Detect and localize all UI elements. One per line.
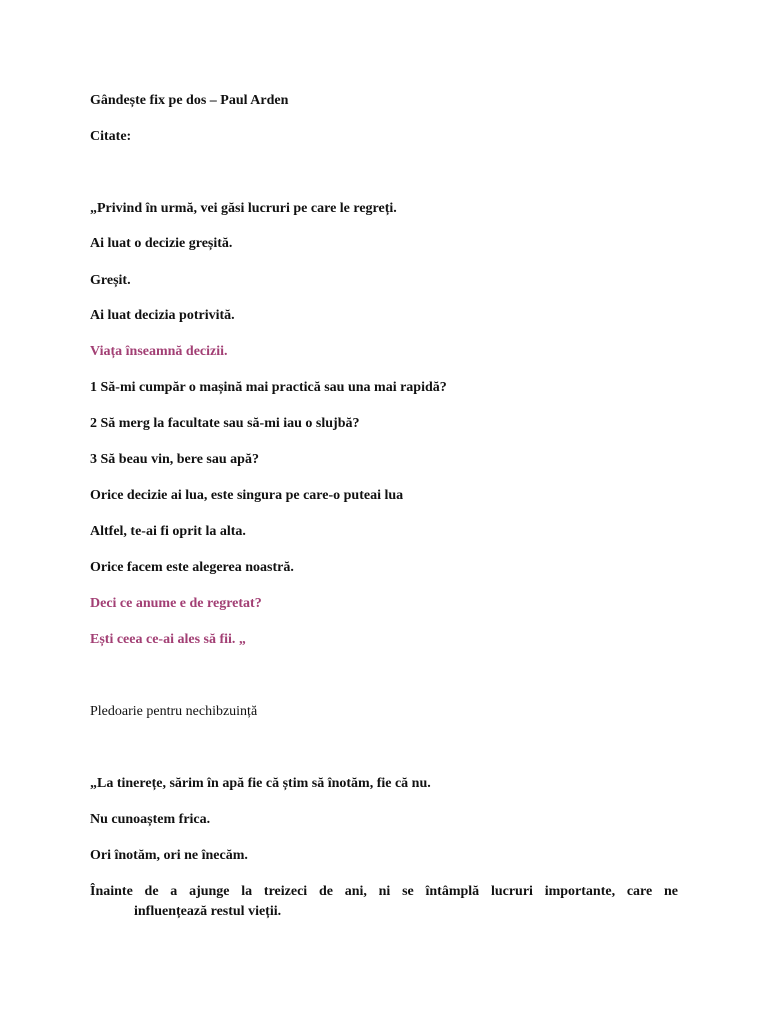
section-heading: Pledoarie pentru nechibzuință [90, 704, 258, 719]
quote-line: Ai luat decizia potrivită. [90, 308, 235, 323]
quote-line: Orice facem este alegerea noastră. [90, 560, 294, 575]
quote-line: 3 Să beau vin, bere sau apă? [90, 452, 259, 467]
section-line: „La tinerețe, sărim în apă fie că știm să înotăm, fie că nu. [90, 776, 431, 791]
quote-line-highlighted: Viața înseamnă decizii. [90, 344, 228, 359]
quote-line: 2 Să merg la facultate sau să-mi iau o slujbă? [90, 416, 360, 431]
quote-line: Ai luat o decizie greșită. [90, 236, 233, 251]
quote-line-highlighted: Deci ce anume e de regretat? [90, 596, 262, 611]
quote-line: Altfel, te-ai fi oprit la alta. [90, 524, 246, 539]
paragraph-line-continued: influențează restul vieții. [134, 904, 282, 919]
citate-label: Citate: [90, 129, 132, 144]
quote-line-highlighted: Ești ceea ce-ai ales să fii. „ [90, 632, 246, 647]
document-title: Gândește fix pe dos – Paul Arden [90, 93, 289, 108]
paragraph-line: Înainte de a ajunge la treizeci de ani, ni se întâmplă lucruri importante, care ne [90, 884, 678, 899]
section-line: Nu cunoaștem frica. [90, 812, 211, 827]
quote-line: „Privind în urmă, vei găsi lucruri pe care le regreți. [90, 201, 397, 216]
quote-line: Greșit. [90, 273, 131, 288]
quote-line: Orice decizie ai lua, este singura pe care-o puteai lua [90, 488, 404, 503]
quote-line: 1 Să-mi cumpăr o mașină mai practică sau una mai rapidă? [90, 380, 447, 395]
section-line: Ori înotăm, ori ne înecăm. [90, 848, 248, 863]
